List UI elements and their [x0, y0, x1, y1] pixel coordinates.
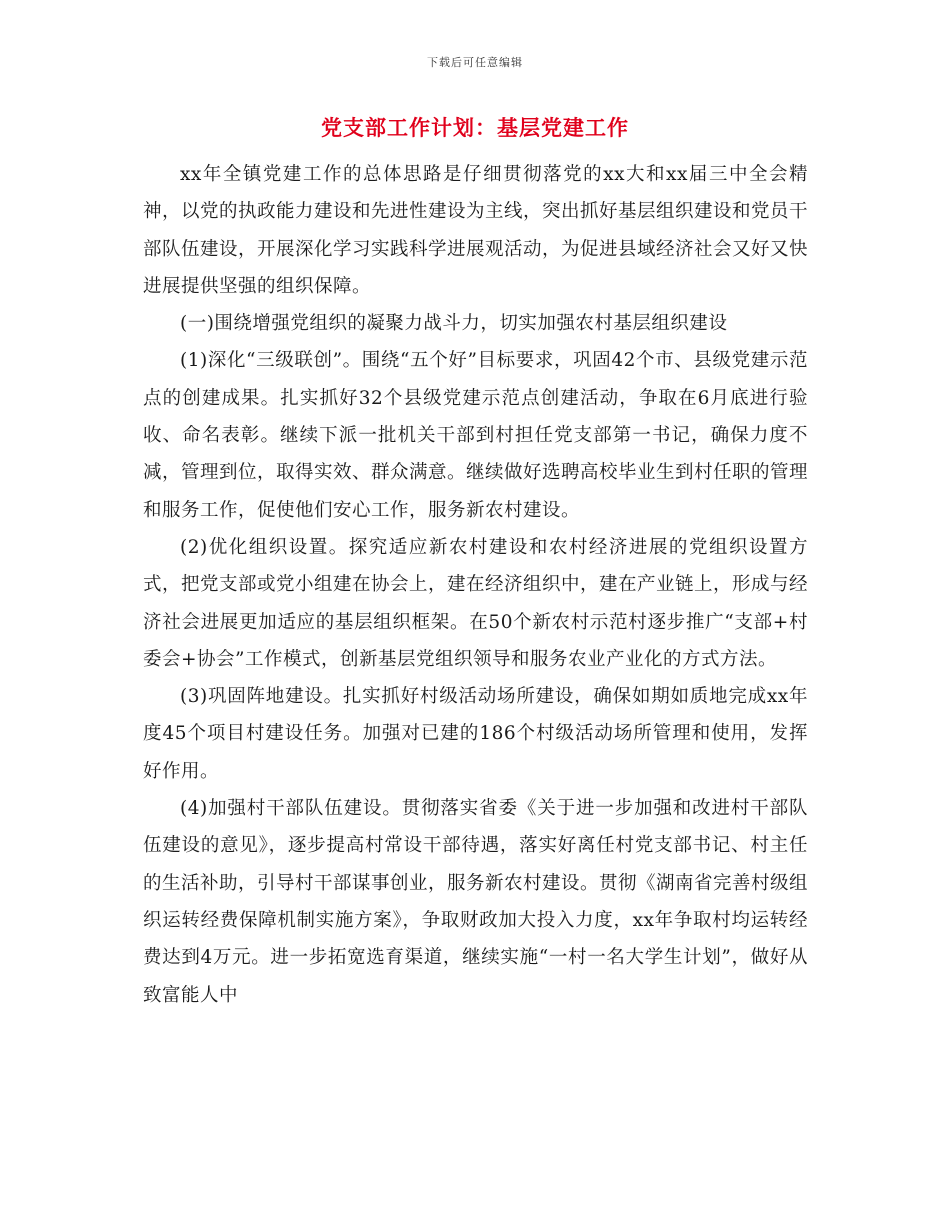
paragraph-item-1: (1)深化“三级联创”。围绕“五个好”目标要求，巩固42个市、县级党建示范点的创建成果。扎实抓好32个县级党建示范点创建活动，争取在6月底进行验收、命名表彰。继续下派一批机关干部到村担任党支部第一书记，确保力度不减，管理到位，取得实效、群众满意。继续做好选聘高校毕业生到村任职的管理和服务工作，促使他们安心工作，服务新农村建设。	[143, 350, 809, 521]
paragraph-item-3: (3)巩固阵地建设。扎实抓好村级活动场所建设，确保如期如质地完成xx年度45个项目村建设任务。加强对已建的186个村级活动场所管理和使用，发挥好作用。	[143, 686, 808, 782]
document-title: 党支部工作计划：基层党建工作	[321, 115, 629, 140]
paragraph-item-4: (4)加强村干部队伍建设。贯彻落实省委《关于进一步加强和改进村干部队伍建设的意见》，逐步提高村常设干部待遇，落实好离任村党支部书记、村主任的生活补助，引导村干部谋事创业，服务新农村建设。贯彻《湖南省完善村级组织运转经费保障机制实施方案》，争取财政加大投入力度，xx年争取村均运转经费达到4万元。进一步拓宽选育渠道，继续实施“一村一名大学生计划”，做好从致富能人中	[143, 798, 809, 1006]
document-body	[143, 156, 808, 1014]
paragraph-intro: xx年全镇党建工作的总体思路是仔细贯彻落党的xx大和xx届三中全会精神，以党的执政能力建设和先进性建设为主线，突出抓好基层组织建设和党员干部队伍建设，开展深化学习实践科学进展观活动，为促进县域经济社会又好又快进展提供坚强的组织保障。	[143, 164, 809, 297]
paragraph-section-heading: (一)围绕增强党组织的凝聚力战斗力，切实加强农村基层组织建设	[180, 313, 728, 335]
paragraph-item-2: (2)优化组织设置。探究适应新农村建设和农村经济进展的党组织设置方式，把党支部或党小组建在协会上，建在经济组织中，建在产业链上，形成与经济社会进展更加适应的基层组织框架。在50个新农村示范村逐步推广“支部+村委会+协会”工作模式，创新基层党组织领导和服务农业产业化的方式方法。	[143, 536, 809, 670]
header-note: 下载后可任意编辑	[427, 56, 523, 69]
